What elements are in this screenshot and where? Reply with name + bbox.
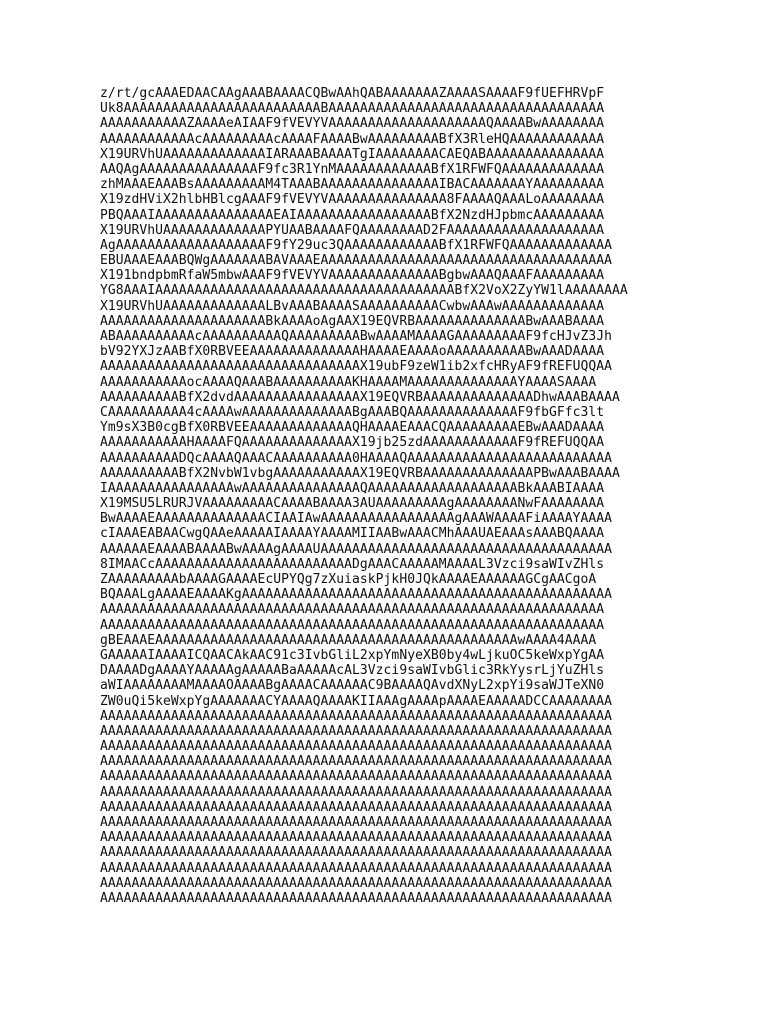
text-line: zhMAAAEAAABsAAAAAAAAAM4TAAABAAAAAAAAAAAAAAAIBACAAAAAAAYAAAAAAAAA — [100, 177, 605, 193]
text-line: AAAAAAAAAAAAAAAAAAAAAAAAAAAAAAAAAAAAAAAAAAAAAAAAAAAAAAAAAAAAAAAAA — [100, 815, 612, 830]
text-line: AAAAAAAAAAAZAAAAeAIAAF9fVEVYVAAAAAAAAAAAAAAAAAAAAQAAAABwAAAAAAAA — [100, 116, 605, 132]
text-line: cIAAAEABAACwgQAAeAAAAAIAAAAYAAAAMIIAABwAAACMhAAAUAEAAAsAAABQAAAA — [100, 526, 605, 542]
text-line: AAAAAAAAAABfX2dvdAAAAAAAAAAAAAAAAX19EQVRBAAAAAAAAAAAAAADhwAAABAAAA — [100, 389, 620, 405]
text-line: AAAAAAAAAAAAAAAAAAAAAAAAAAAAAAAAAAAAAAAAAAAAAAAAAAAAAAAAAAAAAAAAA — [100, 875, 612, 891]
text-line: AAAAAAEAAAABAAAABwAAAAgAAAAUAAAAAAAAAAAAAAAAAAAAAAAAAAAAAAAAAAAAA — [100, 541, 612, 557]
text-line: AAAAAAAAAAAAAAAAAAAAAAAAAAAAAAAAAAAAAAAAAAAAAAAAAAAAAAAAAAAAAAAAA — [100, 754, 612, 770]
text-line: AAAAAAAAAAAAAAAAAAAAAAAAAAAAAAAAAAAAAAAAAAAAAAAAAAAAAAAAAAAAAAAAA — [100, 830, 612, 846]
text-line: AAAAAAAAAAAAAAAAAAAAABkAAAAoAgAAX19EQVRBAAAAAAAAAAAAAABwAAABAAAA — [100, 313, 605, 329]
text-line: IAAAAAAAAAAAAAAAAwAAAAAAAAAAAAAAAQAAAAAAAAAAAAAAAAAAABkAAABIAAAA — [100, 480, 605, 496]
text-line: BwAAAAEAAAAAAAAAAAAAACIAAIAwAAAAAAAAAAAAAAAAAgAAAWAAAAFiAAAAYAAAA — [100, 511, 612, 527]
text-line: PBQAAAIAAAAAAAAAAAAAAAEAIAAAAAAAAAAAAAAAAABfX2NzdHJpbmcAAAAAAAAA — [100, 207, 605, 223]
encoded-text-block — [100, 86, 628, 906]
text-line: AAAAAAAAAAAAAAAAAAAAAAAAAAAAAAAAAAAAAAAAAAAAAAAAAAAAAAAAAAAAAAAAA — [100, 708, 612, 724]
text-line: Uk8AAAAAAAAAAAAAAAAAAAAAAAAABAAAAAAAAAAAAAAAAAAAAAAAAAAAAAAAAAAA — [100, 101, 605, 117]
text-line: GAAAAAIAAAAICQAACAkAAC91c3IvbGliL2xpYmNyeXB0by4wLjkuOC5keWxpYgAA — [100, 647, 605, 663]
text-line: Ym9sX3B0cgBfX0RBVEEAAAAAAAAAAAAAQHAAAAEAAACQAAAAAAAAAEBwAAADAAAA — [100, 420, 605, 436]
text-line: X19URVhUAAAAAAAAAAAAALBvAAABAAAASAAAAAAAAAACwbwAAAwAAAAAAAAAAAAA — [100, 298, 605, 314]
text-line: AAAAAAAAAAAAAAAAAAAAAAAAAAAAAAAAAAAAAAAAAAAAAAAAAAAAAAAAAAAAAAAAA — [100, 723, 612, 739]
text-line: AAAAAAAAAAAAcAAAAAAAAAcAAAAFAAAABwAAAAAAAAABfX3RleHQAAAAAAAAAAAA — [100, 131, 605, 147]
text-line: AAAAAAAAAAAAAAAAAAAAAAAAAAAAAAAAAAAAAAAAAAAAAAAAAAAAAAAAAAAAAAAA — [100, 602, 605, 618]
text-line: AAAAAAAAAAAAAAAAAAAAAAAAAAAAAAAAAAAAAAAAAAAAAAAAAAAAAAAAAAAAAAAAA — [100, 890, 612, 906]
text-line: AAAAAAAAAAAAAAAAAAAAAAAAAAAAAAAAAAAAAAAAAAAAAAAAAAAAAAAAAAAAAAAAA — [100, 860, 612, 876]
text-line: ABAAAAAAAAAAcAAAAAAAAAAQAAAAAAAAABwAAAAMAAAAGAAAAAAAAAF9fcHJvZ3Jh — [100, 329, 612, 344]
text-line: DAAAADgAAAAYAAAAAgAAAAABaAAAAAcAL3Vzci9saWIvbGlic3RkYysrLjYuZHls — [100, 663, 605, 679]
text-line: AAAAAAAAAAAAAAAAAAAAAAAAAAAAAAAAAX19ubF9zeW1ib2xfcHRyAF9fREFUQQAA — [100, 359, 612, 375]
text-line: 8IMAACcAAAAAAAAAAAAAAAAAAAAAAAAADgAAACAAAAAMAAAAL3Vzci9saWIvZHls — [100, 556, 605, 572]
text-line: AAAAAAAAAAAAAAAAAAAAAAAAAAAAAAAAAAAAAAAAAAAAAAAAAAAAAAAAAAAAAAAA — [100, 617, 605, 633]
text-line: CAAAAAAAAAA4cAAAAwAAAAAAAAAAAAAABgAAABQAAAAAAAAAAAAAAF9fbGFfc3lt — [100, 404, 605, 420]
text-line: gBEAAAEAAAAAAAAAAAAAAAAAAAAAAAAAAAAAAAAAAAAAAAAAAAAAAwAAAA4AAAA — [100, 632, 597, 648]
text-line: X19URVhUAAAAAAAAAAAAAPYUAABAAAAFQAAAAAAAAD2FAAAAAAAAAAAAAAAAAAAA — [100, 222, 605, 238]
text-line: AgAAAAAAAAAAAAAAAAAAAF9fY29uc3QAAAAAAAAAAAABfX1RFWFQAAAAAAAAAAAAA — [100, 237, 612, 253]
text-line: X19zdHViX2hlbHBlcgAAAF9fVEVYVAAAAAAAAAAAAAAA8FAAAAQAAALoAAAAAAAA — [100, 192, 605, 208]
text-line: AAAAAAAAAAAHAAAAFQAAAAAAAAAAAAAAX19jb25zdAAAAAAAAAAAAF9fREFUQQAA — [100, 435, 605, 451]
text-line: AAAAAAAAAAAAAAAAAAAAAAAAAAAAAAAAAAAAAAAAAAAAAAAAAAAAAAAAAAAAAAAAA — [100, 799, 612, 815]
text-line: AAAAAAAAAAAAAAAAAAAAAAAAAAAAAAAAAAAAAAAAAAAAAAAAAAAAAAAAAAAAAAAAA — [100, 769, 612, 785]
text-line: ZAAAAAAAAAbAAAAGAAAAEcUPYQg7zXuiaskPjkH0JQkAAAAEAAAAAAGCgAACgoA — [100, 572, 597, 587]
text-line: AAAAAAAAAAAAAAAAAAAAAAAAAAAAAAAAAAAAAAAAAAAAAAAAAAAAAAAAAAAAAAAAA — [100, 845, 612, 861]
text-line: EBUAAAEAAABQWgAAAAAAABAVAAAEAAAAAAAAAAAAAAAAAAAAAAAAAAAAAAAAAAAAA — [100, 253, 612, 269]
text-line: X191bndpbmRfaW5mbwAAAF9fVEVYVAAAAAAAAAAAAAABgbwAAAQAAAFAAAAAAAAA — [100, 268, 605, 284]
text-line: AAAAAAAAAADQcAAAAQAAACAAAAAAAAAA0HAAAAQAAAAAAAAAAAAAAAAAAAAAAAAAA — [100, 450, 612, 466]
text-line: AAAAAAAAAAAocAAAAQAAABAAAAAAAAAAKHAAAAMAAAAAAAAAAAAAAYAAAASAAAA — [100, 374, 597, 390]
text-line: bV92YXJzAABfX0RBVEEAAAAAAAAAAAAAAHAAAAEAAAAoAAAAAAAAAABwAAADAAAA — [100, 344, 605, 360]
text-line: AAQAgAAAAAAAAAAAAAAAF9fc3R1YnMAAAAAAAAAAAABfX1RFWFQAAAAAAAAAAAAA — [100, 161, 605, 177]
text-line: aWIAAAAAAAAMAAAAOAAAABgAAAACAAAAAAC9BAAAAQAvdXNyL2xpYi9saWJTeXN0 — [100, 678, 605, 694]
text-line: X19MSU5LRURJVAAAAAAAAACAAAABAAAA3AUAAAAAAAAAgAAAAAAAANwFAAAAAAAA — [100, 496, 605, 512]
text-line: YG8AAAIAAAAAAAAAAAAAAAAAAAAAAAAAAAAAAAAAAAAAABfX2VoX2ZyYW1lAAAAAAAA — [100, 283, 628, 299]
text-line: z/rt/gcAAAEDAACAAgAAABAAAACQBwAAhQABAAAAAAAZAAAASAAAAF9fUEFHRVpF — [100, 86, 605, 101]
text-line: BQAAALgAAAAEAAAAKgAAAAAAAAAAAAAAAAAAAAAAAAAAAAAAAAAAAAAAAAAAAAAAA — [100, 587, 612, 603]
text-line: AAAAAAAAAAAAAAAAAAAAAAAAAAAAAAAAAAAAAAAAAAAAAAAAAAAAAAAAAAAAAAAAA — [100, 784, 612, 800]
text-line: AAAAAAAAAAAAAAAAAAAAAAAAAAAAAAAAAAAAAAAAAAAAAAAAAAAAAAAAAAAAAAAAA — [100, 739, 612, 755]
text-line: AAAAAAAAAABfX2NvbW1vbgAAAAAAAAAAAX19EQVRBAAAAAAAAAAAAAAPBwAAABAAAA — [100, 465, 620, 481]
text-line: X19URVhUAAAAAAAAAAAAAIARAAABAAAATgIAAAAAAAACAEQABAAAAAAAAAAAAAAA — [100, 146, 605, 162]
text-line: ZW0uQi5keWxpYgAAAAAAACYAAAAQAAAAKIIAAAgAAAApAAAAEAAAAADCCAAAAAAAA — [100, 693, 612, 709]
